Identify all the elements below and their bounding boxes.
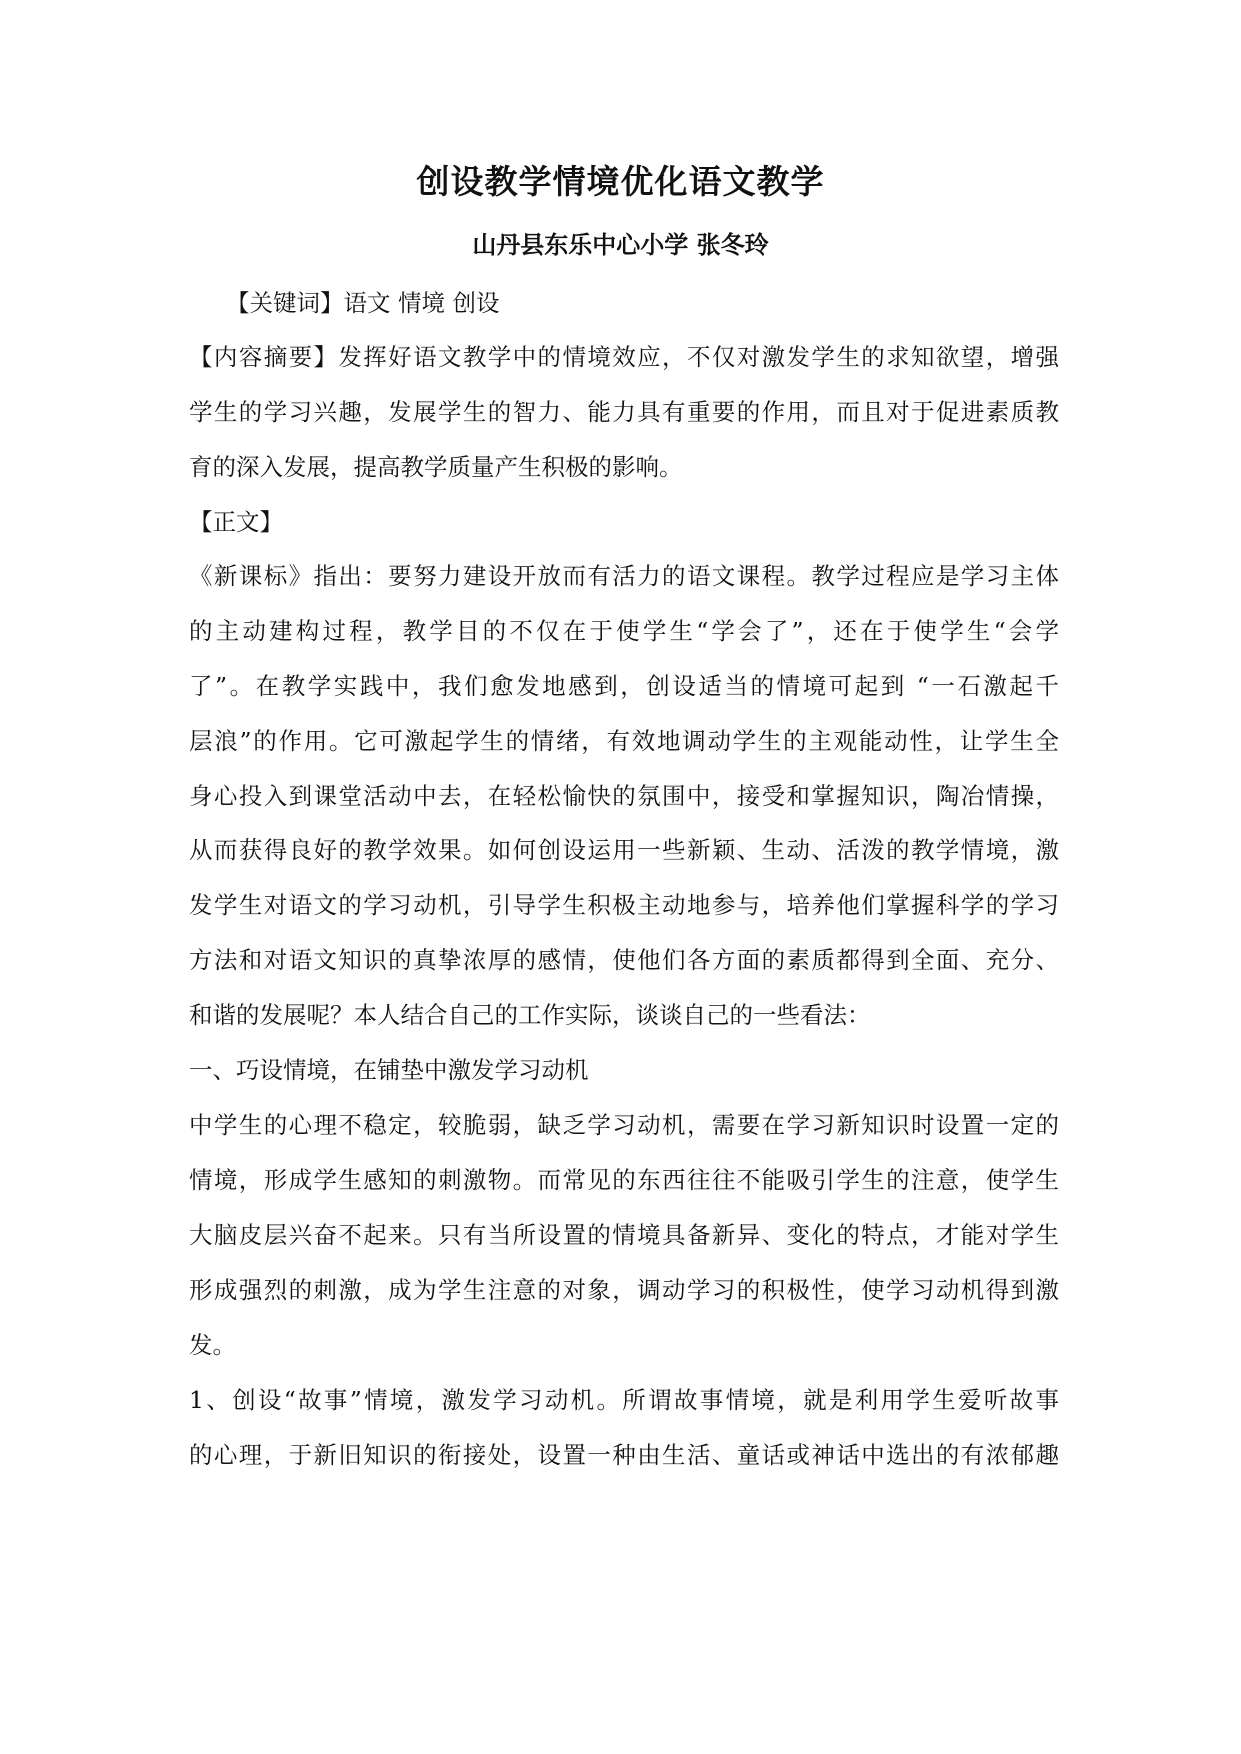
abstract-line: 育的深入发展，提高教学质量产生积极的影响。	[189, 453, 683, 481]
body-heading: 【正文】	[189, 508, 283, 536]
keywords-line: 【关键词】语文 情境 创设	[226, 289, 500, 317]
abstract-line: 学生的学习兴趣，发展学生的智力、能力具有重要的作用，而且对于促进素质教	[189, 398, 1059, 426]
body-line: 形成强烈的刺激，成为学生注意的对象，调动学习的积极性，使学习动机得到激	[189, 1276, 1059, 1304]
body-line: 的主动建构过程，教学目的不仅在于使学生“学会了”，还在于使学生“会学	[189, 617, 1059, 645]
document-title: 创设教学情境优化语文教学	[416, 162, 825, 201]
body-line: 情境，形成学生感知的刺激物。而常见的东西往往不能吸引学生的注意，使学生	[189, 1166, 1059, 1194]
body-line: 中学生的心理不稳定，较脆弱，缺乏学习动机，需要在学习新知识时设置一定的	[189, 1111, 1059, 1139]
body-line: 和谐的发展呢？本人结合自己的工作实际，谈谈自己的一些看法：	[189, 1001, 871, 1029]
body-line: 方法和对语文知识的真挚浓厚的感情，使他们各方面的素质都得到全面、充分、	[189, 946, 1059, 974]
body-line: 层浪”的作用。它可激起学生的情绪，有效地调动学生的主观能动性，让学生全	[189, 727, 1059, 755]
body-line: 大脑皮层兴奋不起来。只有当所设置的情境具备新异、变化的特点，才能对学生	[189, 1221, 1059, 1249]
body-line: 了”。在教学实践中，我们愈发地感到，创设适当的情境可起到 “一石激起千	[189, 672, 1059, 700]
body-line: 发学生对语文的学习动机，引导学生积极主动地参与，培养他们掌握科学的学习	[189, 891, 1059, 919]
body-line: 身心投入到课堂活动中去，在轻松愉快的氛围中，接受和掌握知识，陶冶情操，	[189, 782, 1059, 810]
body-line: 发。	[189, 1331, 236, 1359]
abstract-line: 【内容摘要】发挥好语文教学中的情境效应，不仅对激发学生的求知欲望，增强	[189, 343, 1059, 371]
section-heading: 一、巧设情境，在铺垫中激发学习动机	[189, 1056, 589, 1084]
list-item: 的心理，于新旧知识的衔接处，设置一种由生活、童话或神话中选出的有浓郁趣	[189, 1441, 1059, 1469]
body-line: 《新课标》指出：要努力建设开放而有活力的语文课程。教学过程应是学习主体	[189, 562, 1059, 590]
author-line: 山丹县东乐中心小学 张冬玲	[472, 230, 769, 259]
list-item: 1、创设“故事”情境，激发学习动机。所谓故事情境，就是利用学生爱听故事	[189, 1386, 1059, 1414]
body-line: 从而获得良好的教学效果。如何创设运用一些新颖、生动、活泼的教学情境，激	[189, 836, 1059, 864]
